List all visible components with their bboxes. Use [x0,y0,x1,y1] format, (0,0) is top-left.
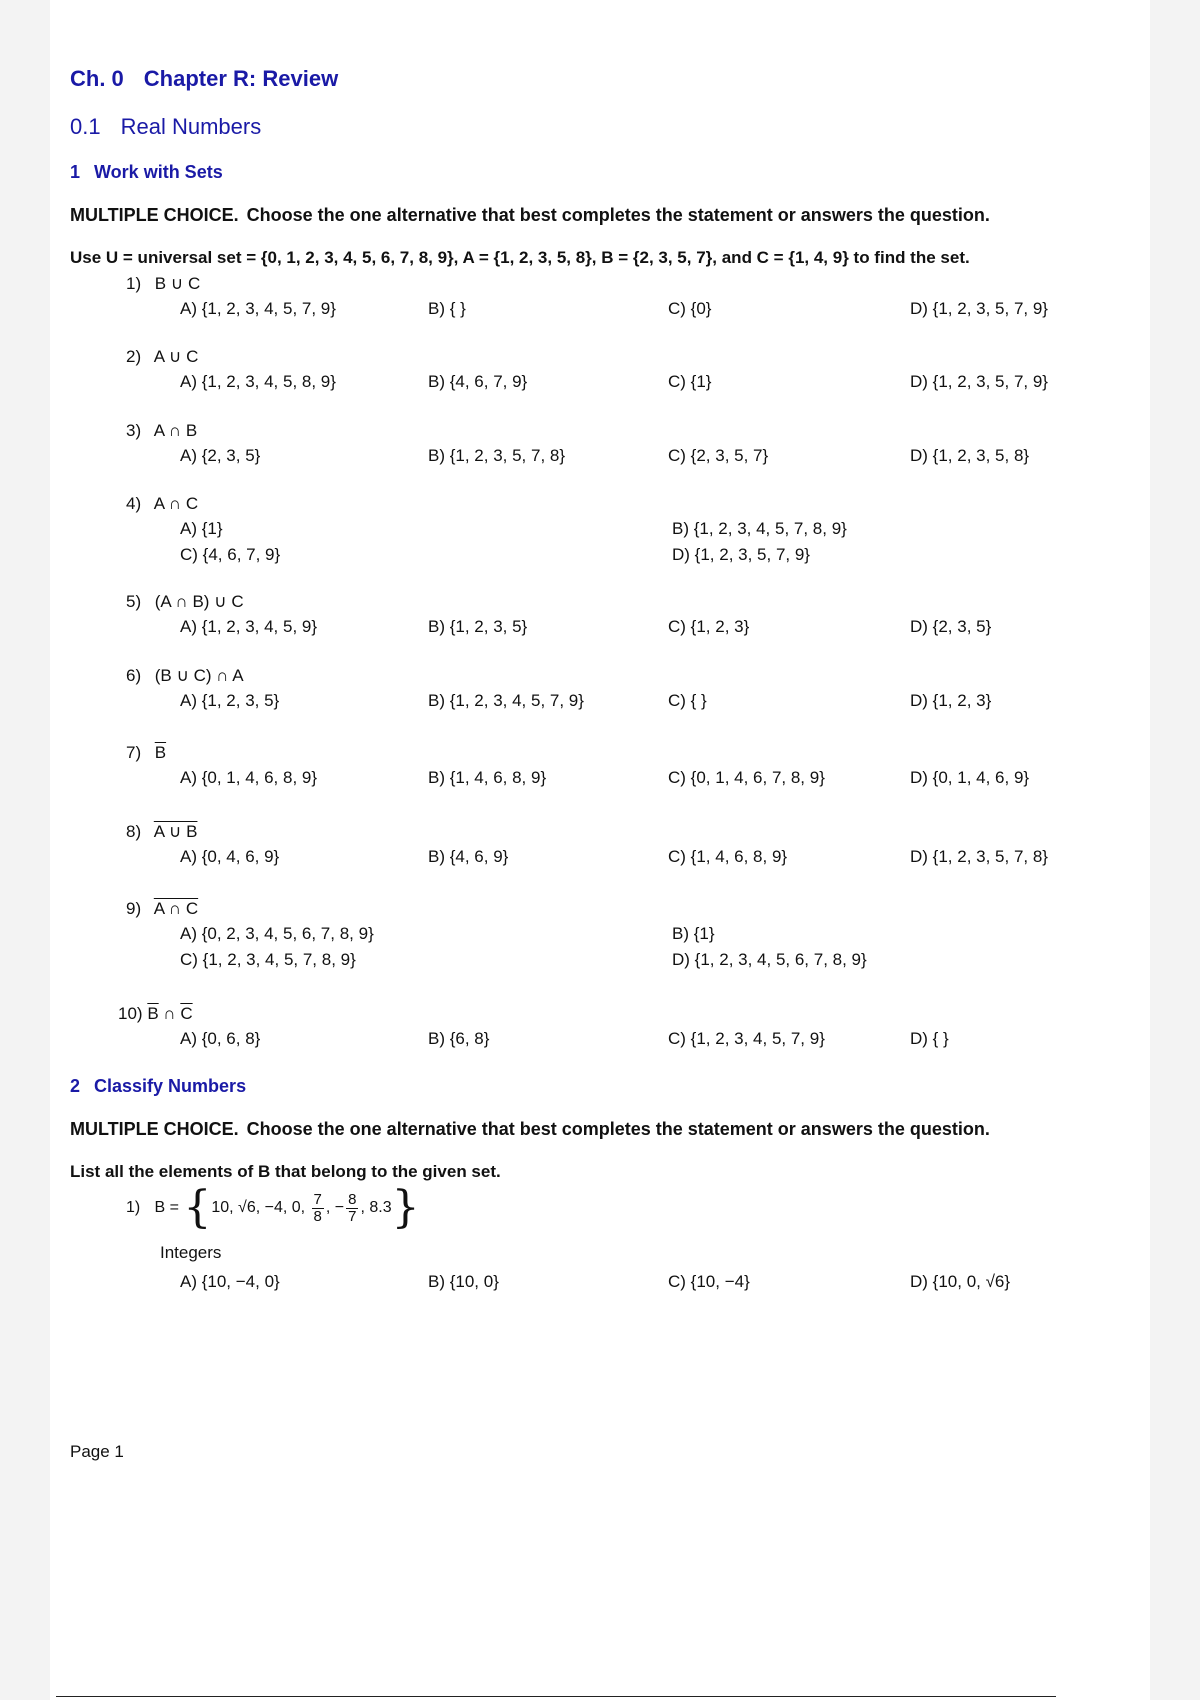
question-number: 4) [126,494,142,513]
choice-c: C) { } [668,691,707,710]
section-title: Real Numbers [120,114,262,139]
question-number: 1) [126,1199,141,1217]
choice-d: D) {1, 2, 3, 5, 7, 9} [910,372,1048,391]
question-expression-c: $\overline{C}$ [180,1004,193,1023]
fraction-7-8 [312,1192,324,1225]
question-number: 10) [118,1004,143,1023]
subsection-number: 2 [70,1076,81,1096]
question-number: 3) [126,421,142,440]
choice-c: C) {0, 1, 4, 6, 7, 8, 9} [668,768,825,787]
set-instructions: Use U = universal set = {0, 1, 2, 3, 4, 5, 6, 7, 8, 9}, A = {1, 2, 3, 5, 8}, B = {2, 3, 5, 7}, and C = {1, 4, 9} to find the set. [70,248,970,267]
fraction-8-7 [346,1192,358,1225]
choice-c: C) {0} [668,299,712,318]
choice-a: A) {1, 2, 3, 4, 5, 8, 9} [180,372,336,391]
set-items: 10, √6, −4, 0, [211,1199,310,1217]
choice-c: C) {1} [668,372,712,391]
question-stem [126,822,197,842]
question-expression: (B ∪ C) ∩ A [154,666,244,685]
question-number: 1) [126,274,142,293]
choice-d: D) { } [910,1029,949,1048]
question-expression-b: $\overline{B}$ [147,1004,159,1023]
question-expression: A ∪ B [153,822,198,841]
question-number: 6) [126,666,142,685]
choice-d: D) {1, 2, 3, 5, 8} [910,446,1030,465]
question-expression: A ∩ C [153,899,199,918]
frac-numerator: 7 [313,1190,322,1208]
choice-a: A) {1} [180,519,223,538]
choice-d: D) {1, 2, 3, 5, 7, 9} [910,299,1048,318]
mc-text: Choose the one alternative that best completes the statement or answers the question. [246,205,990,225]
choice-d: D) {1, 2, 3, 5, 7, 8} [910,847,1048,866]
choice-a: A) {10, −4, 0} [180,1272,280,1291]
chapter-number: Ch. 0 [70,66,124,91]
choice-b: B) {1} [672,924,715,943]
frac-denominator: 8 [313,1207,322,1225]
set-prefix: B = [154,1199,184,1217]
choice-c: C) {2, 3, 5, 7} [668,446,769,465]
choice-b: B) {6, 8} [428,1029,490,1048]
question-expression: A ∩ B [153,421,198,440]
choice-b: B) {1, 2, 3, 4, 5, 7, 8, 9} [672,519,847,538]
choice-c: C) {1, 4, 6, 8, 9} [668,847,788,866]
section-number: 0.1 [70,114,101,139]
page-number: Page 1 [70,1442,124,1461]
chapter-heading [70,66,338,92]
choice-a: A) {0, 4, 6, 9} [180,847,280,866]
choice-b: B) {1, 4, 6, 8, 9} [428,768,547,787]
choice-b: B) { } [428,299,466,318]
question-number: 2) [126,347,142,366]
question-operator: ∩ [158,1004,181,1023]
question-stem [126,274,200,294]
subsection-heading-sets [70,162,223,183]
choice-a: A) {0, 2, 3, 4, 5, 6, 7, 8, 9} [180,924,374,943]
choice-d: D) {0, 1, 4, 6, 9} [910,768,1030,787]
set-separator: , − [325,1199,345,1217]
choice-b: B) {1, 2, 3, 4, 5, 7, 9} [428,691,584,710]
question-expression: $\overline{B}$ [154,743,167,762]
set-tail: , 8.3 [360,1199,392,1217]
question-number: 8) [126,822,142,841]
choice-d: D) {2, 3, 5} [910,617,992,636]
question-stem [126,421,197,441]
choice-d: D) {1, 2, 3, 5, 7, 9} [672,545,810,564]
question-stem [118,1004,193,1024]
question-stem [126,592,244,612]
choice-c: C) {1, 2, 3, 4, 5, 7, 8, 9} [180,950,356,969]
question-number: 7) [126,743,142,762]
multiple-choice-directions [70,205,998,226]
question-expression: (A ∩ B) ∪ C [154,592,244,611]
choice-d: D) {1, 2, 3} [910,691,992,710]
question-stem [126,899,198,919]
choice-a: A) {0, 1, 4, 6, 8, 9} [180,768,318,787]
choice-a: A) {2, 3, 5} [180,446,261,465]
mc-label: MULTIPLE CHOICE. [70,1119,239,1139]
choice-a: A) {0, 6, 8} [180,1029,261,1048]
choice-c: C) {1, 2, 3, 4, 5, 7, 9} [668,1029,825,1048]
choice-a: A) {1, 2, 3, 4, 5, 9} [180,617,318,636]
question-stem [126,743,166,763]
frac-denominator: 7 [348,1207,357,1225]
multiple-choice-directions [70,1119,998,1140]
choice-d: D) {10, 0, √6} [910,1272,1011,1291]
choice-c: C) {10, −4} [668,1272,750,1291]
subsection-heading-classify [70,1076,246,1097]
question-stem [126,666,244,686]
choice-d: D) {1, 2, 3, 4, 5, 6, 7, 8, 9} [672,950,867,969]
left-brace: { [183,1182,212,1233]
question-expression: A ∩ C [153,494,199,513]
choice-c: C) {4, 6, 7, 9} [180,545,281,564]
right-brace: } [391,1182,420,1233]
choice-b: B) {4, 6, 7, 9} [428,372,528,391]
subsection-title: Work with Sets [94,162,223,182]
page-divider [56,1696,1056,1697]
choice-b: B) {1, 2, 3, 5, 7, 8} [428,446,566,465]
mc-label: MULTIPLE CHOICE. [70,205,239,225]
qualifier: Integers [160,1243,222,1262]
choice-a: A) {1, 2, 3, 4, 5, 7, 9} [180,299,336,318]
question-number: 5) [126,592,142,611]
choice-a: A) {1, 2, 3, 5} [180,691,280,710]
classify-instructions: List all the elements of B that belong to the given set. [70,1162,501,1181]
question-expression: A ∪ C [153,347,199,366]
question-number: 9) [126,899,142,918]
question-expression: B ∪ C [154,274,201,293]
question-stem [126,1182,420,1233]
choice-b: B) {10, 0} [428,1272,499,1291]
subsection-number: 1 [70,162,81,182]
question-stem [126,494,198,514]
mc-text: Choose the one alternative that best completes the statement or answers the question. [246,1119,990,1139]
section-heading [70,114,261,140]
question-stem [126,347,198,367]
chapter-title: Chapter R: Review [143,66,339,91]
frac-numerator: 8 [348,1190,357,1208]
subsection-title: Classify Numbers [94,1076,247,1096]
worksheet-page [50,0,1150,1700]
choice-b: B) {1, 2, 3, 5} [428,617,528,636]
choice-b: B) {4, 6, 9} [428,847,509,866]
choice-c: C) {1, 2, 3} [668,617,750,636]
